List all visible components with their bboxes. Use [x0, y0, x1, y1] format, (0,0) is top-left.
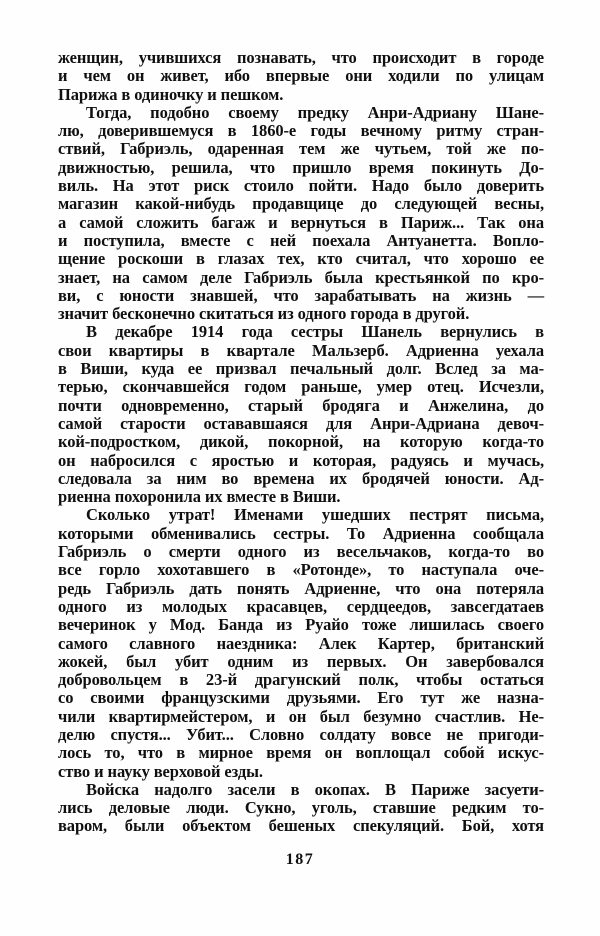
text-line: движностью, решила, что пришло время покинуть До- — [58, 157, 544, 177]
text-line: магазин какой-нибудь продавщице до следующей весны, — [58, 194, 544, 214]
text-line: самого славного наездника: Алек Картер, британский — [58, 633, 544, 653]
text-line: ствий, Габриэль, одаренная тем же чутьем, той же по- — [58, 139, 544, 159]
text-line: Тогда, подобно своему предку Анри-Адриану Шане- — [86, 102, 544, 122]
text-block — [58, 49, 544, 836]
text-line: ви, с юности знавшей, что зарабатывать на жизнь — — [58, 285, 544, 305]
text-line: добровольцем в 23-й драгунский полк, чтобы остаться — [58, 670, 544, 690]
page-number: 187 — [285, 851, 315, 868]
text-line: щение роскоши в глазах тех, кто считал, что хорошо ее — [58, 249, 544, 269]
text-line: и поступила, вместе с ней поехала Антуанетта. Вопло- — [58, 230, 544, 250]
text-line: терью, скончавшейся годом раньше, умер отец. Исчезли, — [58, 377, 544, 397]
text-line: и чем он живет, ибо впервые они ходили по улицам — [58, 66, 544, 86]
text-line: почти одновременно, старый бродяга и Анжелина, до — [58, 395, 544, 415]
text-line: ство и науку верховой езды. — [58, 761, 263, 781]
text-line: вечеринок у Мод. Банда из Руайо тоже лишилась своего — [58, 615, 544, 635]
text-line: лись деловые люди. Сукно, уголь, ставшие редким то- — [58, 798, 544, 818]
text-line: виль. На этот риск стоило пойти. Надо было доверить — [58, 176, 544, 196]
text-line: значит бесконечно скитаться из одного города в другой. — [58, 304, 470, 324]
text-line: одного из молодых красавцев, сердцеедов, завсегдатаев — [58, 596, 544, 616]
text-line: он набросился с яростью и которая, радуясь и мучась, — [58, 450, 544, 470]
text-line: самой старости остававшаяся для Анри-Адриана девоч- — [58, 413, 544, 433]
text-line: риенна похоронила их вместе в Виши. — [58, 487, 341, 507]
text-line: Габриэль о смерти одного из весельчаков, когда-то во — [58, 542, 544, 562]
text-line: свои квартиры в квартале Мальзерб. Адриенна уехала — [58, 340, 544, 360]
text-line: женщин, учившихся познавать, что происходит в городе — [58, 48, 544, 67]
text-line: Сколько утрат! Именами ушедших пестрят письма, — [86, 505, 544, 525]
text-line: все горло хохотавшего в «Ротонде», то наступала оче- — [58, 560, 544, 580]
text-line: редь Габриэль дать понять Адриенне, что она потеряла — [58, 578, 544, 598]
text-line: В декабре 1914 года сестры Шанель вернулись в — [86, 322, 544, 342]
text-line: лю, доверившемуся в 1860-е годы вечному ритму стран- — [58, 121, 544, 141]
text-line: Парижа в одиночку и пешком. — [58, 84, 284, 104]
text-line: кой-подростком, дикой, покорной, на которую когда-то — [58, 432, 544, 452]
text-line: лось то, что в мирное время он воплощал собой искус- — [58, 743, 544, 763]
text-line: жокей, был убит одним из первых. Он завербовался — [58, 651, 544, 671]
text-line: чили квартирмейстером, и он был безумно счастлив. Не- — [58, 706, 544, 726]
text-line: а самой сложить багаж и вернуться в Париж... Так она — [58, 212, 544, 232]
text-line: со своими французскими друзьями. Его тут же назна- — [58, 688, 544, 708]
text-line: Войска надолго засели в окопах. В Париже засуети- — [86, 779, 544, 799]
text-line: в Виши, куда ее призвал печальный долг. Вслед за ма- — [58, 359, 544, 379]
text-line: следовала за ним во времена их бродячей юности. Ад- — [58, 468, 544, 488]
text-line: делю спустя... Убит... Словно солдату вовсе не пригоди- — [58, 724, 544, 744]
text-line: знает, на самом деле Габриэль была крестьянкой по кро- — [58, 267, 544, 287]
text-line: варом, были объектом бешеных спекуляций. Бой, хотя — [58, 816, 544, 836]
text-line: которыми обменивались сестры. То Адриенна сообщала — [58, 523, 544, 543]
